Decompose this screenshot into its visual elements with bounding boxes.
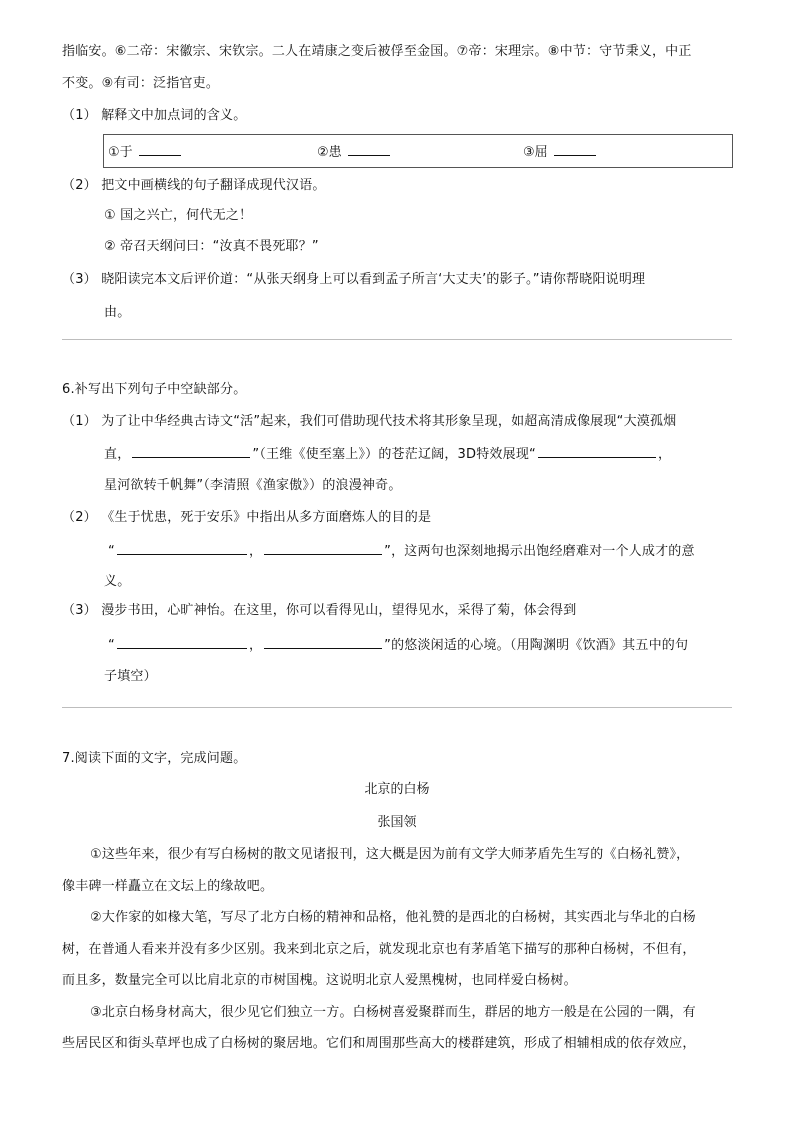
note-line-2: 不变。⑨有司：泛指官吏。	[62, 76, 220, 91]
q6-s3-line-1: （3） 漫步书田，心旷神怡。在这里，你可以看得见山，望得见水，采得了菊，体会得到	[62, 603, 577, 618]
q7-title: 7.阅读下面的文字，完成问题。	[62, 751, 247, 766]
q6-s3-line-3: 子填空）	[104, 669, 157, 684]
q5-part3-line-1: （3） 晓阳读完本文后评价道：“从张天纲身上可以看到孟子所言‘大丈夫’的影子。”请你帮晓阳说明理	[62, 272, 646, 287]
fill-blank[interactable]	[264, 634, 382, 649]
q5-part1-prompt: （1） 解释文中加点词的含义。	[62, 108, 247, 123]
article-author: 张国领	[377, 815, 417, 830]
article-title: 北京的白杨	[364, 782, 430, 797]
para-2-line-1: ②大作家的如椽大笔，写尽了北方白杨的精神和品格，他礼赞的是西北的白杨树，其实西北与华北的白杨	[90, 910, 696, 925]
fill-blank[interactable]	[117, 540, 247, 555]
q6-s2-line-3: 义。	[104, 574, 131, 589]
q6-s1-line-2	[104, 443, 671, 465]
para-1-line-2: 像丰碑一样矗立在文坛上的缘故吧。	[62, 879, 274, 894]
q5-part2-item-1: ① 国之兴亡，何代无之！	[104, 208, 253, 223]
answer-blank[interactable]	[139, 141, 181, 156]
q5-part2-prompt: （2） 把文中画横线的句子翻译成现代汉语。	[62, 178, 326, 193]
text-span: ”（王维《使至塞上》）的苍茫辽阔，3D特效展现“	[252, 447, 536, 462]
answer-blank[interactable]	[554, 141, 596, 156]
fill-blank[interactable]	[132, 443, 250, 458]
q6-s2-line-2	[108, 540, 695, 562]
text-span: “	[108, 544, 115, 559]
note-line-1: 指临安。⑥二帝：宋徽宗、宋钦宗。二人在靖康之变后被俘至金国。⑦帝：宋理宗。⑧中节：守节秉义，中正	[62, 44, 692, 59]
para-1-line-1: ①这些年来，很少有写白杨树的散文见诸报刊，这大概是因为前有文学大师茅盾先生写的《白杨礼赞》，	[90, 847, 690, 862]
fill-blank[interactable]	[264, 540, 382, 555]
q6-title: 6.补写出下列句子中空缺部分。	[62, 382, 247, 397]
answer-cell-3	[523, 141, 598, 163]
answer-blank[interactable]	[348, 141, 390, 156]
q5-part3-line-2: 由。	[104, 305, 131, 320]
text-span: ，	[248, 544, 263, 559]
answer-cell-2	[317, 141, 392, 163]
text-span: “	[108, 638, 115, 653]
section-divider	[62, 339, 732, 340]
answer-cell-label: ②患	[317, 145, 342, 160]
q5-part2-item-2: ② 帝召天纲问曰：“汝真不畏死耶？”	[104, 239, 319, 254]
para-2-line-2: 树，在普通人看来并没有多少区别。我来到北京之后，就发现北京也有茅盾笔下描写的那种白杨树，不但有，	[62, 942, 696, 957]
q6-s1-line-1: （1） 为了让中华经典古诗文“活”起来，我们可借助现代技术将其形象呈现，如超高清成像展现“大漠孤烟	[62, 414, 677, 429]
text-span: ”，这两句也深刻地揭示出饱经磨难对一个人成才的意	[384, 544, 695, 559]
answer-cell-label: ③屈	[523, 145, 548, 160]
answer-cell-label: ①于	[108, 145, 133, 160]
fill-blank[interactable]	[117, 634, 247, 649]
text-span: ”的悠淡闲适的心境。（用陶渊明《饮酒》其五中的句	[384, 638, 689, 653]
q6-s1-line-3: 星河欲转千帆舞”（李清照《渔家傲》）的浪漫神奇。	[104, 478, 402, 493]
text-span: 直，	[104, 447, 131, 462]
para-3-line-2: 些居民区和街头草坪也成了白杨树的聚居地。它们和周围那些高大的楼群建筑，形成了相辅相成的依存效应，	[62, 1036, 696, 1051]
answer-cell-1	[108, 141, 183, 163]
para-2-line-3: 而且多，数量完全可以比肩北京的市树国槐。这说明北京人爱黑槐树，也同样爱白杨树。	[62, 973, 577, 988]
text-span: ，	[248, 638, 263, 653]
q5-answer-box	[103, 134, 733, 168]
q6-s2-line-1: （2） 《生于忧患，死于安乐》中指出从多方面磨炼人的目的是	[62, 510, 432, 525]
section-divider	[62, 707, 732, 708]
q6-s3-line-2	[108, 634, 688, 656]
text-span: ，	[657, 447, 672, 462]
para-3-line-1: ③北京白杨身材高大，很少见它们独立一方。白杨树喜爱聚群而生，群居的地方一般是在公园的一隅，有	[90, 1005, 696, 1020]
fill-blank[interactable]	[538, 443, 656, 458]
